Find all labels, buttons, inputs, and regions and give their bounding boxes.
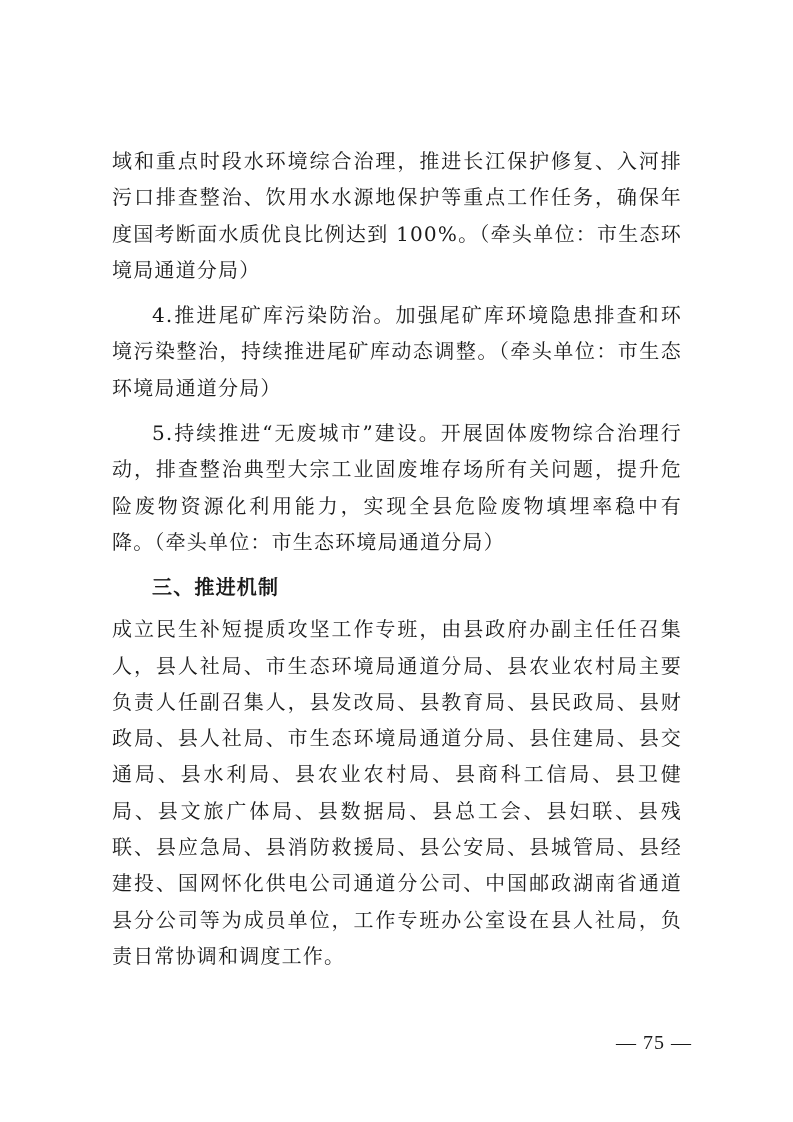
section-heading-mechanism: 三、推进机制 — [152, 575, 280, 600]
paragraph-work-team: 成立民生补短提质攻坚工作专班，由县政府办副主任任召集人，县人社局、市生态环境局通道分局、县农业农村局主要负责人任副召集人，县发改局、县教育局、县民政局、县财政局、县人社局、市生态环境局通道分局、县住建局、县交通局、县水利局、县农业农村局、县商科工信局、县卫健局、县文旅广体局、县数据局、县总工会、县妇联、县残联、县应急局、县消防救援局、县公安局、县城管局、县经建投、国网怀化供电公司通道分公司、中国邮政湖南省通道县分公司等为成员单位，工作专班办公室设在县人社局，负责日常协调和调度工作。 — [112, 617, 682, 968]
paragraph-water-governance: 域和重点时段水环境综合治理，推进长江保护修复、入河排污口排查整治、饮用水水源地保护等重点工作任务，确保年度国考断面水质优良比例达到 100%。（牵头单位：市生态环境局通道分局） — [112, 149, 682, 282]
paragraph-zero-waste-city: 5.持续推进“无废城市”建设。开展固体废物综合治理行动，排查整治典型大宗工业固废堆存场所有关问题，提升危险废物资源化利用能力，实现全县危险废物填埋率稳中有降。（牵头单位：市生态环境局通道分局） — [112, 421, 682, 554]
paragraph-tailings-pollution: 4.推进尾矿库污染防治。加强尾矿库环境隐患排查和环境污染整治，持续推进尾矿库动态调整。（牵头单位：市生态环境局通道分局） — [112, 303, 682, 400]
document-body — [112, 143, 682, 983]
page-number: — 75 — — [616, 1032, 692, 1054]
